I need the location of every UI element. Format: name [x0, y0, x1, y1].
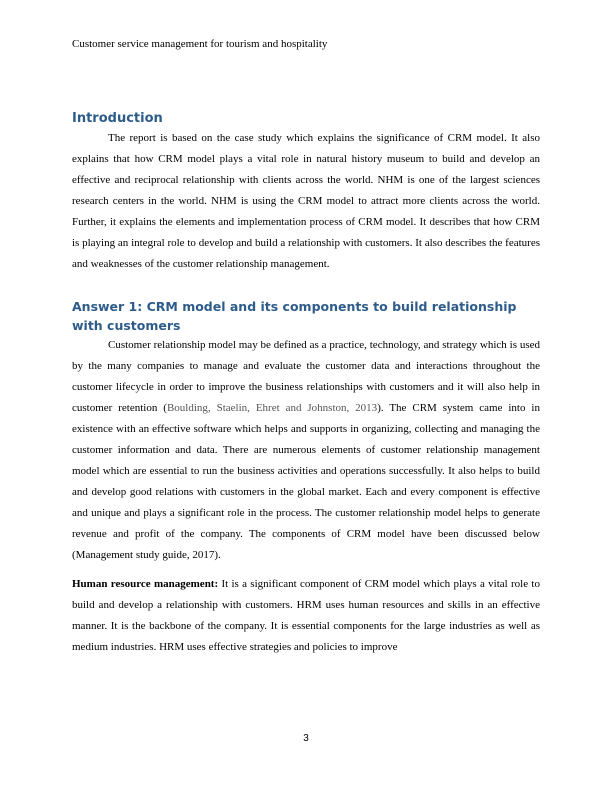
page-number: 3 — [303, 733, 309, 744]
introduction-paragraph: The report is based on the case study which explains the significance of CRM model. It also explains that how CRM model plays a vital role in natural history museum to build and develop an effective and reciprocal relationship with clients across the world. NHM is one of the largest sciences research centers in the world. NHM is using the CRM model to attract more clients across the world. Further, it explains the elements and implementation process of CRM model. It describes that how CRM is playing an integral role to develop and build a relationship with customers. It also describes the features and weaknesses of the customer relationship management. — [72, 132, 540, 270]
introduction-heading: Introduction — [72, 111, 163, 126]
answer1-text-part2: ). The CRM system came into in existence with an effective software which helps and supports in organizing, collecting and managing the customer information and data. There are numerous elements of customer relationship management model which are essential to run the business activities and operations successfully. It also helps to build and develop good relations with customers in the global market. Each and every component is effective and unique and plays a significant role in the process. The customer relationship model helps to generate revenue and profit of the company. The components of CRM model have been discussed below (Management study guide, 2017). — [72, 402, 540, 561]
page-content — [72, 109, 540, 658]
hrm-label: Human resource management: — [72, 578, 219, 590]
hrm-paragraph — [72, 574, 540, 658]
answer1-paragraph — [72, 335, 540, 566]
running-header: Customer service management for tourism and hospitality — [72, 38, 328, 50]
answer1-heading: Answer 1: CRM model and its components to build relationship with customers — [72, 299, 517, 333]
answer1-text-part1: Customer relationship model may be defined as a practice, technology, and strategy which is used by the many companies to manage and evaluate the customer data and interactions throughout the customer lifecycle in order to improve the business relationships with customers and it will also help in customer retention ( — [72, 339, 540, 414]
hrm-text: It is a significant component of CRM model which plays a vital role to build and develop a relationship with customers. HRM uses human resources and skills in an effective manner. It is the backbone of the company. It is essential components for the large industries as well as medium industries. HRM uses effective strategies and policies to improve — [72, 578, 540, 653]
citation: Boulding, Staelin, Ehret and Johnston, 2013 — [166, 402, 378, 414]
